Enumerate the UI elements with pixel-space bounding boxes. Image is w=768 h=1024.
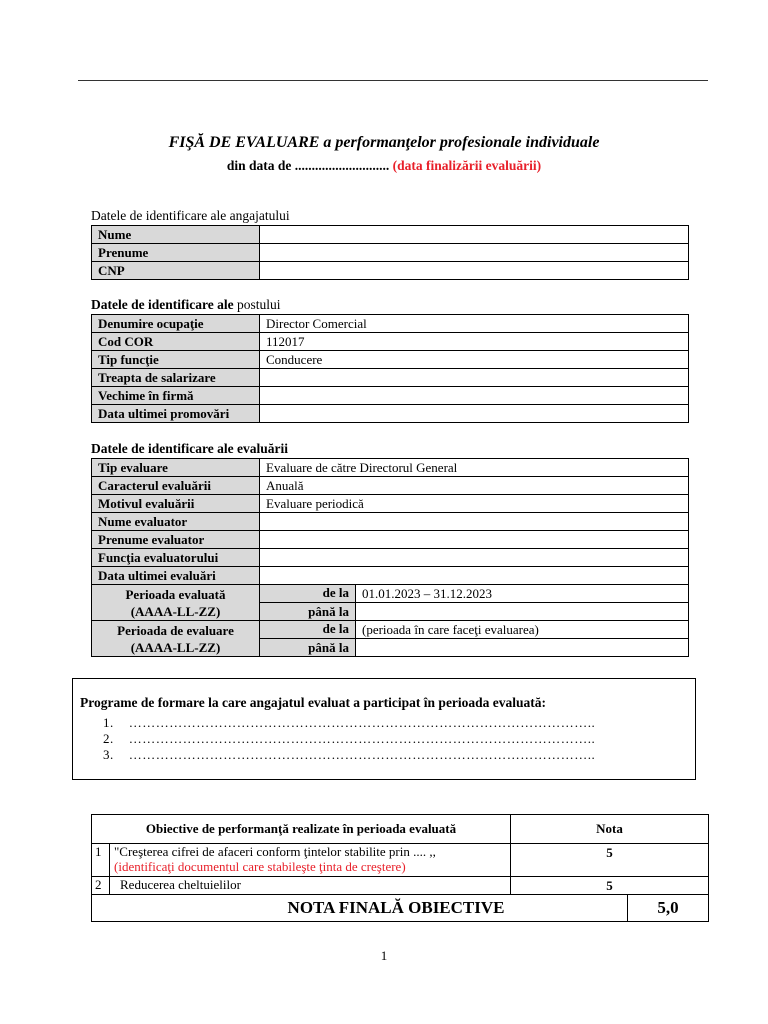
evaluation-reason-value[interactable]: Evaluare periodică <box>260 495 689 513</box>
evaluation-row <box>92 513 689 531</box>
position-row <box>92 315 689 333</box>
training-item[interactable] <box>103 715 595 731</box>
evaluator-function-value[interactable] <box>260 549 689 567</box>
position-section-title-rest: postului <box>236 297 281 312</box>
training-item[interactable] <box>103 731 595 747</box>
evaluation-period-to-label: până la <box>260 639 356 657</box>
position-cor-value[interactable]: 112017 <box>260 333 689 351</box>
period-evaluated-value[interactable]: 01.01.2023 – 31.12.2023 <box>356 585 689 603</box>
employee-row-surname <box>92 244 689 262</box>
header-rule <box>78 80 708 81</box>
training-item-text: ………………………………………………………………………………………….. <box>128 715 596 730</box>
evaluation-table <box>91 458 689 657</box>
evaluation-character-label: Caracterul evaluării <box>92 477 260 495</box>
objective-text[interactable]: Reducerea cheltuielilor <box>110 877 511 895</box>
evaluation-row <box>92 549 689 567</box>
objective-row <box>92 844 709 877</box>
page-number: 1 <box>380 948 388 963</box>
evaluation-period-from-label: de la <box>260 621 356 639</box>
subtitle-date-prefix: din data de ............................ <box>226 158 390 173</box>
position-row <box>92 351 689 369</box>
evaluation-period-to-value[interactable] <box>356 639 689 657</box>
employee-row-cnp <box>92 262 689 280</box>
evaluator-surname-label: Prenume evaluator <box>92 531 260 549</box>
document-subtitle <box>0 158 768 174</box>
period-evaluated-to-label: până la <box>260 603 356 621</box>
objective-number: 2 <box>92 877 110 895</box>
objective-text[interactable]: "Creşterea cifrei de afaceri conform ţintelor stabilite prin .... ,, <box>114 844 436 859</box>
position-row <box>92 333 689 351</box>
objectives-header-row <box>92 815 709 844</box>
position-type-label: Tip funcţie <box>92 351 260 369</box>
position-type-value[interactable]: Conducere <box>260 351 689 369</box>
training-item-text: ………………………………………………………………………………………….. <box>128 731 596 746</box>
evaluation-period-row-from <box>92 621 689 639</box>
training-item[interactable] <box>103 747 595 763</box>
objective-note: (identificaţi documentul care stabileşte ţinta de creştere) <box>114 859 406 874</box>
objective-row <box>92 877 709 895</box>
evaluation-type-value[interactable]: Evaluare de către Directorul General <box>260 459 689 477</box>
evaluation-period-value[interactable]: (perioada în care faceţi evaluarea) <box>356 621 689 639</box>
evaluation-type-label: Tip evaluare <box>92 459 260 477</box>
training-item-text: ………………………………………………………………………………………….. <box>128 747 596 762</box>
evaluation-row <box>92 567 689 585</box>
last-evaluation-date-value[interactable] <box>260 567 689 585</box>
objective-grade[interactable]: 5 <box>511 877 709 895</box>
employee-surname-label: Prenume <box>92 244 260 262</box>
objective-grade[interactable]: 5 <box>511 844 709 877</box>
evaluation-row <box>92 495 689 513</box>
evaluation-row <box>92 459 689 477</box>
position-last-promotion-value[interactable] <box>260 405 689 423</box>
evaluator-name-value[interactable] <box>260 513 689 531</box>
training-item-number: 1. <box>103 715 114 730</box>
objectives-header: Obiective de performanţă realizate în perioada evaluată <box>92 815 511 844</box>
evaluation-character-value[interactable]: Anuală <box>260 477 689 495</box>
position-salary-level-label: Treapta de salarizare <box>92 369 260 387</box>
position-table <box>91 314 689 423</box>
period-evaluated-label <box>92 585 260 621</box>
objective-number: 1 <box>92 844 110 877</box>
evaluator-name-label: Nume evaluator <box>92 513 260 531</box>
position-occupation-label: Denumire ocupaţie <box>92 315 260 333</box>
evaluation-period-label-line2: (AAAA-LL-ZZ) <box>130 639 221 655</box>
period-evaluated-from-label: de la <box>260 585 356 603</box>
employee-surname-value[interactable] <box>260 244 689 262</box>
evaluator-surname-value[interactable] <box>260 531 689 549</box>
position-occupation-value[interactable]: Director Comercial <box>260 315 689 333</box>
objective-cell <box>110 844 511 877</box>
employee-cnp-value[interactable] <box>260 262 689 280</box>
objectives-table <box>91 814 709 922</box>
employee-name-value[interactable] <box>260 226 689 244</box>
final-grade-value: 5,0 <box>628 895 709 922</box>
employee-table <box>91 225 689 280</box>
evaluation-row <box>92 531 689 549</box>
evaluation-reason-label: Motivul evaluării <box>92 495 260 513</box>
last-evaluation-date-label: Data ultimei evaluări <box>92 567 260 585</box>
position-row <box>92 405 689 423</box>
training-item-number: 2. <box>103 731 114 746</box>
employee-name-label: Nume <box>92 226 260 244</box>
employee-row-name <box>92 226 689 244</box>
position-last-promotion-label: Data ultimei promovări <box>92 405 260 423</box>
period-evaluated-label-line1: Perioada evaluată <box>125 586 226 602</box>
evaluation-row <box>92 477 689 495</box>
final-grade-spacer <box>511 895 628 922</box>
document-title: FIŞĂ DE EVALUARE a performanţelor profesionale individuale <box>168 134 600 151</box>
position-row <box>92 387 689 405</box>
position-cor-label: Cod COR <box>92 333 260 351</box>
evaluation-section-title: Datele de identificare ale evaluării <box>91 441 288 456</box>
position-section-title <box>91 297 280 313</box>
evaluation-period-label <box>92 621 260 657</box>
position-row <box>92 369 689 387</box>
period-evaluated-row-from <box>92 585 689 603</box>
period-evaluated-to-value[interactable] <box>356 603 689 621</box>
position-salary-level-value[interactable] <box>260 369 689 387</box>
employee-section-title: Datele de identificare ale angajatului <box>91 208 290 223</box>
grade-header: Nota <box>511 815 709 844</box>
position-seniority-label: Vechime în firmă <box>92 387 260 405</box>
final-grade-label: NOTA FINALĂ OBIECTIVE <box>92 895 511 922</box>
position-seniority-value[interactable] <box>260 387 689 405</box>
evaluation-period-label-line1: Perioada de evaluare <box>117 622 234 638</box>
training-title: Programe de formare la care angajatul evaluat a participat în perioada evaluată: <box>80 695 547 710</box>
training-item-number: 3. <box>103 747 114 762</box>
position-section-title-bold: Datele de identificare ale <box>91 297 234 312</box>
subtitle-date-note: (data finalizării evaluării) <box>392 158 542 173</box>
final-grade-row <box>92 895 709 922</box>
employee-cnp-label: CNP <box>92 262 260 280</box>
evaluator-function-label: Funcţia evaluatorului <box>92 549 260 567</box>
period-evaluated-label-line2: (AAAA-LL-ZZ) <box>130 603 221 619</box>
